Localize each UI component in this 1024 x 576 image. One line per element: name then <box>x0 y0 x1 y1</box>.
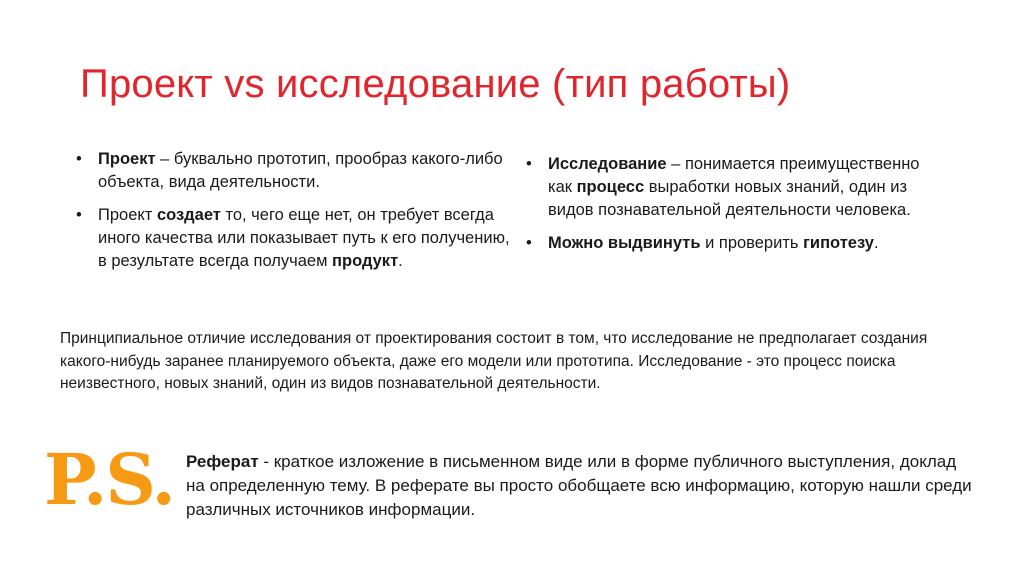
term-process: процесс <box>576 178 645 196</box>
project-creates-pre: Проект <box>98 206 157 224</box>
term-hypothesis: гипотезу <box>803 234 874 252</box>
difference-paragraph: Принципиальное отличие исследования от проектирования состоит в том, что исследование не предполагает создания какого-нибудь заранее планируемого объекта, даже его модели или прототипа. Исследование - это процесс поиска неизвестного, новых знаний, один из видов познавательной деятельности. <box>60 330 928 392</box>
research-definition-rest: выработки новых знаний, один из видов познавательной деятельности человека. <box>548 178 911 219</box>
term-can-propose: Можно выдвинуть <box>548 234 701 252</box>
project-definition-text: – буквально прототип, прообраз какого-либо объекта, вида деятельности. <box>98 150 503 191</box>
term-project: Проект <box>98 150 156 168</box>
term-product: продукт <box>332 252 399 270</box>
project-creates-end: . <box>398 252 403 270</box>
abstract-definition-text: - краткое изложение в письменном виде или в форме публичного выступления, доклад на определенную тему. В реферате вы просто обобщаете всю информацию, которую нашли среди различных источников информации. <box>186 452 972 519</box>
research-definition-mid: – понимается преимущественно как <box>548 155 920 196</box>
bullet-hypothesis <box>524 232 944 255</box>
hypothesis-mid: и проверить <box>700 234 804 252</box>
research-bullet-list <box>524 153 944 265</box>
bullet-project-creates <box>74 204 514 273</box>
bullet-project-definition <box>74 148 514 194</box>
term-research: Исследование <box>548 155 667 173</box>
hypothesis-end: . <box>873 234 879 252</box>
term-creates: создает <box>156 206 221 224</box>
ps-logo: P.S. <box>44 438 174 521</box>
ps-abstract-definition <box>186 450 976 522</box>
project-creates-mid: то, чего еще нет, он требует всегда иного качества или показывает путь к его получению, в результате всегда получаем <box>98 206 510 270</box>
slide-title: Проект vs исследование (тип работы) <box>80 62 791 106</box>
term-abstract: Реферат <box>186 452 259 471</box>
bullet-research-definition <box>524 153 944 222</box>
project-bullet-list <box>74 148 514 283</box>
